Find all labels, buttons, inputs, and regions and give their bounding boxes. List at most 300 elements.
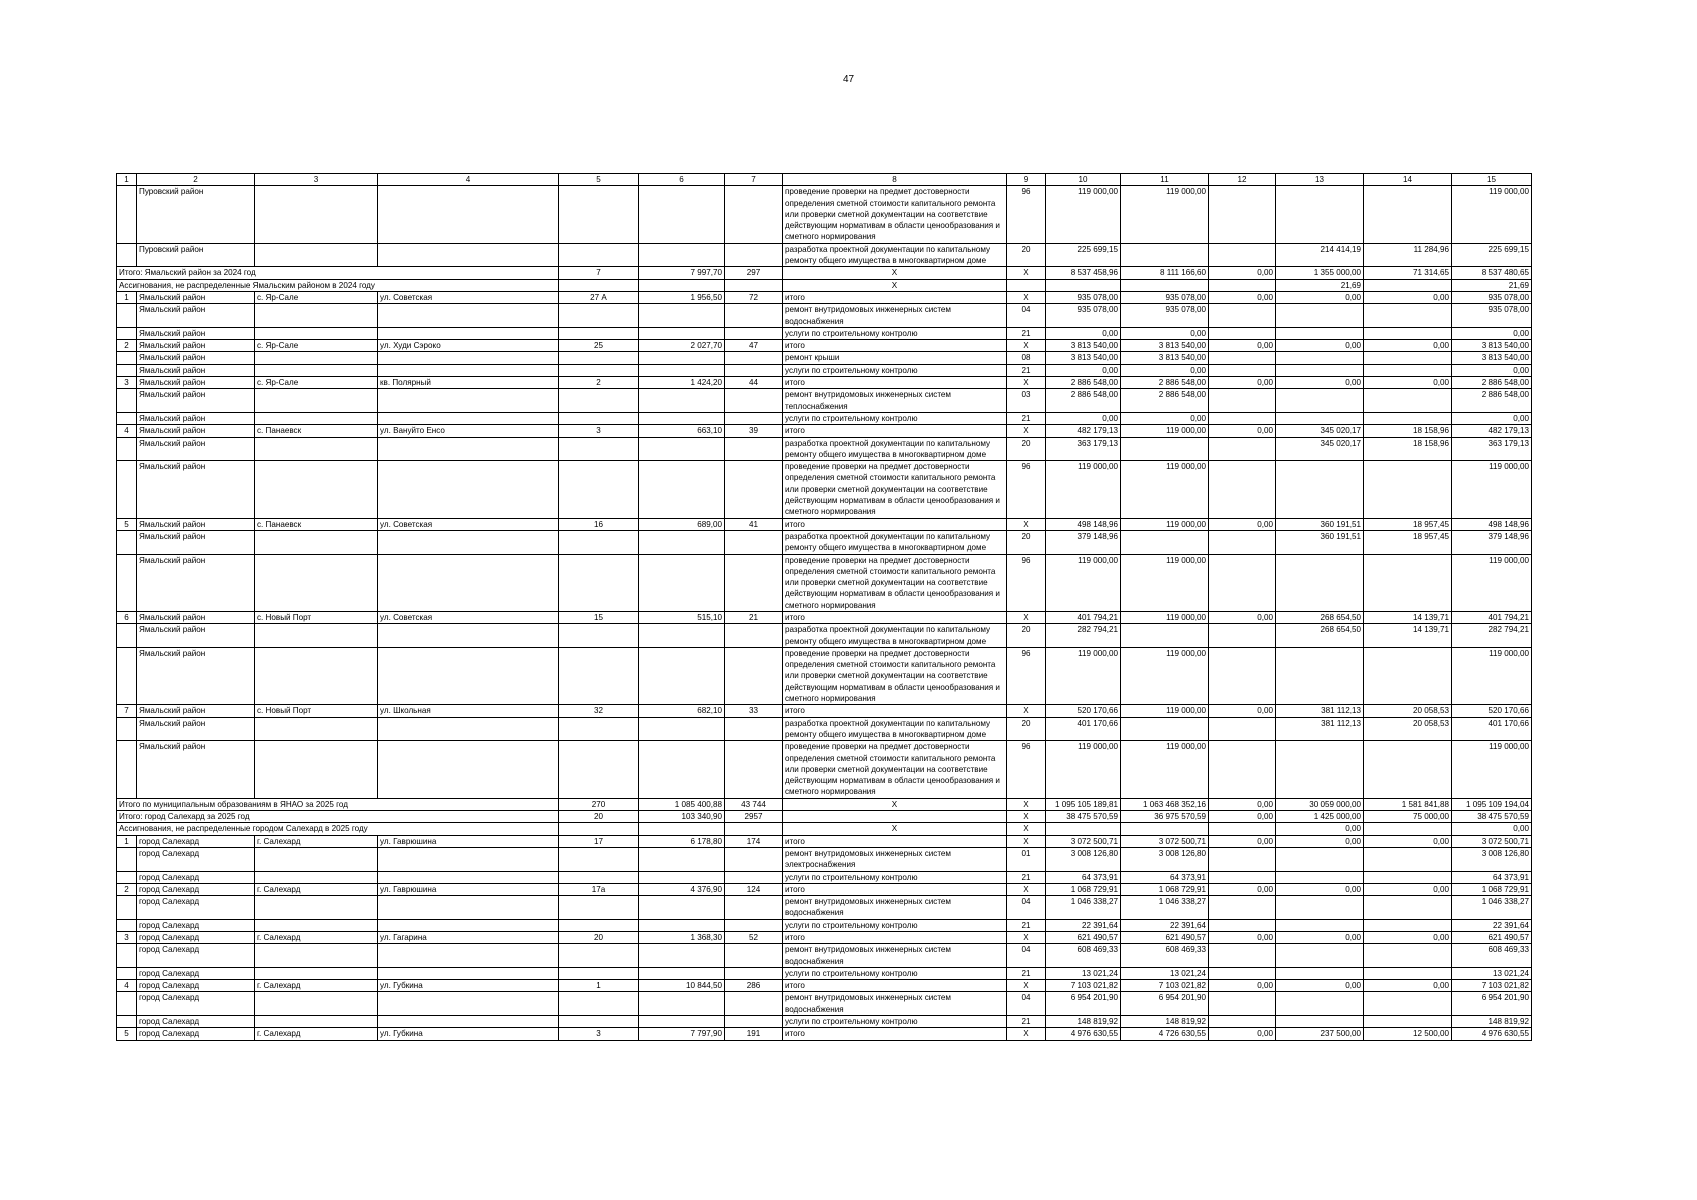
other-funds-cell: 75 000,00 — [1364, 811, 1452, 823]
house-number-cell — [559, 304, 639, 328]
locality-cell — [255, 624, 378, 648]
residents-cell: 191 — [725, 1028, 783, 1040]
total-cost-cell: 119 000,00 — [1046, 647, 1121, 704]
residents-cell: 33 — [725, 705, 783, 717]
total-cost-cell: 148 819,92 — [1046, 1016, 1121, 1028]
total-cost-cell: 13 021,24 — [1046, 967, 1121, 979]
house-number-cell: 16 — [559, 518, 639, 530]
total-cost-cell: 119 000,00 — [1046, 554, 1121, 611]
grand-total-cell: 401 170,66 — [1452, 717, 1532, 741]
municipality-cell: Ямальский район — [137, 554, 255, 611]
residents-cell — [725, 823, 783, 835]
residents-cell — [725, 647, 783, 704]
owners-funds-cell — [1276, 871, 1364, 883]
table-row — [117, 461, 1532, 518]
work-code-cell: 96 — [1007, 461, 1046, 518]
area-cell — [639, 304, 725, 328]
regional-fund-cell — [1121, 823, 1209, 835]
total-cost-cell: 1 095 105 189,81 — [1046, 798, 1121, 810]
house-number-cell — [559, 647, 639, 704]
other-funds-cell — [1364, 871, 1452, 883]
local-budget-cell: 0,00 — [1209, 798, 1276, 810]
work-type-cell: разработка проектной документации по капитальному ремонту общего имущества в многоквартирном доме — [783, 437, 1007, 461]
total-cost-cell: 935 078,00 — [1046, 291, 1121, 303]
address-cell — [378, 327, 559, 339]
local-budget-cell: 0,00 — [1209, 340, 1276, 352]
row-number-cell — [117, 364, 137, 376]
work-type-cell: итого — [783, 883, 1007, 895]
regional-fund-cell: 0,00 — [1121, 364, 1209, 376]
municipality-cell: Ямальский район — [137, 611, 255, 623]
regional-fund-cell: 0,00 — [1121, 327, 1209, 339]
locality-cell — [255, 967, 378, 979]
area-cell: 1 085 400,88 — [639, 798, 725, 810]
area-cell — [639, 944, 725, 968]
local-budget-cell — [1209, 967, 1276, 979]
page-number: 47 — [842, 74, 855, 85]
house-number-cell — [559, 717, 639, 741]
owners-funds-cell — [1276, 944, 1364, 968]
work-type-cell: услуги по строительному контролю — [783, 327, 1007, 339]
grand-total-cell: 0,00 — [1452, 823, 1532, 835]
municipality-cell: город Салехард — [137, 980, 255, 992]
work-type-cell: проведение проверки на предмет достоверности определения сметной стоимости капитального ремонта или проверки сметной документации на соответствие действующим нормативам в области ценообразования и сметного нормирования — [783, 461, 1007, 518]
regional-fund-cell: 13 021,24 — [1121, 967, 1209, 979]
table-row — [117, 327, 1532, 339]
work-code-cell: 21 — [1007, 919, 1046, 931]
work-type-cell: итого — [783, 425, 1007, 437]
area-cell: 6 178,80 — [639, 835, 725, 847]
work-code-cell: 04 — [1007, 896, 1046, 920]
house-number-cell — [559, 530, 639, 554]
area-cell: 4 376,90 — [639, 883, 725, 895]
work-code-cell: 03 — [1007, 389, 1046, 413]
house-number-cell: 25 — [559, 340, 639, 352]
address-cell: ул. Гаврюшина — [378, 883, 559, 895]
address-cell — [378, 461, 559, 518]
grand-total-cell: 119 000,00 — [1452, 186, 1532, 243]
regional-fund-cell: 119 000,00 — [1121, 554, 1209, 611]
area-cell — [639, 896, 725, 920]
address-cell — [378, 741, 559, 798]
regional-fund-cell: 119 000,00 — [1121, 647, 1209, 704]
work-code-cell: 04 — [1007, 992, 1046, 1016]
other-funds-cell — [1364, 823, 1452, 835]
work-code-cell: X — [1007, 611, 1046, 623]
area-cell: 689,00 — [639, 518, 725, 530]
address-cell — [378, 871, 559, 883]
area-cell: 7 797,90 — [639, 1028, 725, 1040]
residents-cell — [725, 992, 783, 1016]
municipality-cell: Ямальский район — [137, 518, 255, 530]
work-type-cell: итого — [783, 980, 1007, 992]
local-budget-cell: 0,00 — [1209, 705, 1276, 717]
local-budget-cell: 0,00 — [1209, 1028, 1276, 1040]
work-code-cell: X — [1007, 823, 1046, 835]
residents-cell — [725, 530, 783, 554]
municipality-cell: Ямальский район — [137, 647, 255, 704]
house-number-cell: 17а — [559, 883, 639, 895]
regional-fund-cell: 2 886 548,00 — [1121, 377, 1209, 389]
address-cell — [378, 967, 559, 979]
total-cost-cell: 7 103 021,82 — [1046, 980, 1121, 992]
summary-row — [117, 798, 1532, 810]
row-number-cell — [117, 304, 137, 328]
owners-funds-cell — [1276, 992, 1364, 1016]
work-type-cell: итого — [783, 377, 1007, 389]
column-header: 9 — [1007, 174, 1046, 186]
regional-fund-cell: 3 813 540,00 — [1121, 352, 1209, 364]
regional-fund-cell: 64 373,91 — [1121, 871, 1209, 883]
owners-funds-cell: 360 191,51 — [1276, 530, 1364, 554]
residents-cell: 52 — [725, 932, 783, 944]
table-row — [117, 412, 1532, 424]
house-number-cell — [559, 741, 639, 798]
work-code-cell: 04 — [1007, 304, 1046, 328]
residents-cell: 21 — [725, 611, 783, 623]
other-funds-cell — [1364, 944, 1452, 968]
local-budget-cell — [1209, 530, 1276, 554]
area-cell — [639, 412, 725, 424]
grand-total-cell: 0,00 — [1452, 412, 1532, 424]
row-number-cell: 4 — [117, 980, 137, 992]
locality-cell: с. Яр-Сале — [255, 340, 378, 352]
row-number-cell: 1 — [117, 291, 137, 303]
column-header: 2 — [137, 174, 255, 186]
other-funds-cell — [1364, 647, 1452, 704]
column-header: 7 — [725, 174, 783, 186]
grand-total-cell: 520 170,66 — [1452, 705, 1532, 717]
locality-cell: г. Салехард — [255, 883, 378, 895]
locality-cell — [255, 530, 378, 554]
row-number-cell: 5 — [117, 1028, 137, 1040]
work-type-cell: ремонт внутридомовых инженерных систем водоснабжения — [783, 944, 1007, 968]
local-budget-cell: 0,00 — [1209, 811, 1276, 823]
regional-fund-cell: 119 000,00 — [1121, 705, 1209, 717]
row-number-cell — [117, 919, 137, 931]
total-cost-cell — [1046, 279, 1121, 291]
total-cost-cell: 38 475 570,59 — [1046, 811, 1121, 823]
local-budget-cell: 0,00 — [1209, 425, 1276, 437]
row-number-cell: 6 — [117, 611, 137, 623]
regional-fund-cell — [1121, 437, 1209, 461]
regional-fund-cell: 3 008 126,80 — [1121, 847, 1209, 871]
work-code-cell: 01 — [1007, 847, 1046, 871]
residents-cell — [725, 304, 783, 328]
grand-total-cell: 7 103 021,82 — [1452, 980, 1532, 992]
locality-cell — [255, 304, 378, 328]
work-type-cell: X — [783, 823, 1007, 835]
total-cost-cell: 379 148,96 — [1046, 530, 1121, 554]
work-code-cell: X — [1007, 1028, 1046, 1040]
total-cost-cell: 0,00 — [1046, 327, 1121, 339]
locality-cell — [255, 412, 378, 424]
grand-total-cell: 0,00 — [1452, 364, 1532, 376]
row-number-cell: 3 — [117, 377, 137, 389]
address-cell — [378, 944, 559, 968]
local-budget-cell: 0,00 — [1209, 377, 1276, 389]
work-type-cell: ремонт внутридомовых инженерных систем электроснабжения — [783, 847, 1007, 871]
residents-cell — [725, 1016, 783, 1028]
local-budget-cell: 0,00 — [1209, 518, 1276, 530]
locality-cell: с. Новый Порт — [255, 705, 378, 717]
column-header: 14 — [1364, 174, 1452, 186]
area-cell — [639, 243, 725, 267]
work-code-cell: X — [1007, 377, 1046, 389]
total-cost-cell: 935 078,00 — [1046, 304, 1121, 328]
work-type-cell: итого — [783, 835, 1007, 847]
grand-total-cell: 6 954 201,90 — [1452, 992, 1532, 1016]
total-cost-cell: 4 976 630,55 — [1046, 1028, 1121, 1040]
address-cell: ул. Советская — [378, 518, 559, 530]
residents-cell: 2957 — [725, 811, 783, 823]
work-code-cell: 96 — [1007, 554, 1046, 611]
address-cell — [378, 389, 559, 413]
table-row — [117, 967, 1532, 979]
house-number-cell — [559, 967, 639, 979]
regional-fund-cell: 119 000,00 — [1121, 741, 1209, 798]
table-row — [117, 871, 1532, 883]
other-funds-cell — [1364, 186, 1452, 243]
residents-cell — [725, 847, 783, 871]
owners-funds-cell — [1276, 304, 1364, 328]
local-budget-cell — [1209, 992, 1276, 1016]
area-cell — [639, 352, 725, 364]
other-funds-cell: 0,00 — [1364, 932, 1452, 944]
regional-fund-cell: 8 111 166,60 — [1121, 267, 1209, 279]
work-type-cell: услуги по строительному контролю — [783, 412, 1007, 424]
other-funds-cell — [1364, 919, 1452, 931]
work-code-cell: 20 — [1007, 530, 1046, 554]
row-number-cell — [117, 967, 137, 979]
row-number-cell: 2 — [117, 340, 137, 352]
local-budget-cell — [1209, 412, 1276, 424]
summary-row — [117, 279, 1532, 291]
residents-cell: 297 — [725, 267, 783, 279]
house-number-cell — [559, 1016, 639, 1028]
local-budget-cell — [1209, 437, 1276, 461]
house-number-cell: 20 — [559, 811, 639, 823]
address-cell — [378, 243, 559, 267]
row-number-cell — [117, 327, 137, 339]
local-budget-cell: 0,00 — [1209, 883, 1276, 895]
other-funds-cell: 18 158,96 — [1364, 425, 1452, 437]
other-funds-cell — [1364, 992, 1452, 1016]
grand-total-cell: 1 068 729,91 — [1452, 883, 1532, 895]
address-cell — [378, 437, 559, 461]
locality-cell — [255, 1016, 378, 1028]
municipality-cell: город Салехард — [137, 883, 255, 895]
owners-funds-cell: 345 020,17 — [1276, 437, 1364, 461]
work-code-cell: 20 — [1007, 624, 1046, 648]
house-number-cell — [559, 364, 639, 376]
local-budget-cell — [1209, 871, 1276, 883]
municipality-cell: Ямальский район — [137, 291, 255, 303]
row-number-cell: 7 — [117, 705, 137, 717]
area-cell: 663,10 — [639, 425, 725, 437]
house-number-cell — [559, 327, 639, 339]
table-row — [117, 847, 1532, 871]
regional-fund-cell: 1 063 468 352,16 — [1121, 798, 1209, 810]
house-number-cell: 7 — [559, 267, 639, 279]
residents-cell — [725, 279, 783, 291]
work-type-cell: ремонт внутридомовых инженерных систем водоснабжения — [783, 992, 1007, 1016]
owners-funds-cell — [1276, 847, 1364, 871]
house-number-cell — [559, 624, 639, 648]
house-number-cell: 3 — [559, 425, 639, 437]
address-cell — [378, 647, 559, 704]
row-number-cell: 4 — [117, 425, 137, 437]
locality-cell — [255, 944, 378, 968]
work-type-cell: услуги по строительному контролю — [783, 1016, 1007, 1028]
residents-cell: 44 — [725, 377, 783, 389]
address-cell: ул. Школьная — [378, 705, 559, 717]
local-budget-cell: 0,00 — [1209, 980, 1276, 992]
address-cell — [378, 847, 559, 871]
area-cell: 7 997,70 — [639, 267, 725, 279]
locality-cell — [255, 437, 378, 461]
owners-funds-cell — [1276, 352, 1364, 364]
house-number-cell: 20 — [559, 932, 639, 944]
work-code-cell: 96 — [1007, 741, 1046, 798]
grand-total-cell: 225 699,15 — [1452, 243, 1532, 267]
regional-fund-cell: 7 103 021,82 — [1121, 980, 1209, 992]
grand-total-cell: 401 794,21 — [1452, 611, 1532, 623]
area-cell — [639, 364, 725, 376]
residents-cell — [725, 741, 783, 798]
area-cell — [639, 967, 725, 979]
house-number-cell: 270 — [559, 798, 639, 810]
grand-total-cell: 1 095 109 194,04 — [1452, 798, 1532, 810]
row-number-cell — [117, 741, 137, 798]
local-budget-cell — [1209, 186, 1276, 243]
column-header: 12 — [1209, 174, 1276, 186]
local-budget-cell: 0,00 — [1209, 835, 1276, 847]
work-type-cell: разработка проектной документации по капитальному ремонту общего имущества в многоквартирном доме — [783, 243, 1007, 267]
house-number-cell: 27 А — [559, 291, 639, 303]
local-budget-cell — [1209, 279, 1276, 291]
house-number-cell: 17 — [559, 835, 639, 847]
regional-fund-cell: 119 000,00 — [1121, 425, 1209, 437]
total-cost-cell — [1046, 823, 1121, 835]
table-row — [117, 554, 1532, 611]
regional-fund-cell — [1121, 624, 1209, 648]
work-code-cell: 21 — [1007, 364, 1046, 376]
residents-cell — [725, 717, 783, 741]
grand-total-cell: 148 819,92 — [1452, 1016, 1532, 1028]
row-number-cell: 3 — [117, 932, 137, 944]
area-cell: 682,10 — [639, 705, 725, 717]
capital-repair-table — [116, 173, 1532, 1041]
work-type-cell: услуги по строительному контролю — [783, 871, 1007, 883]
municipality-cell: Ямальский район — [137, 377, 255, 389]
total-cost-cell: 401 794,21 — [1046, 611, 1121, 623]
house-number-cell — [559, 352, 639, 364]
owners-funds-cell: 0,00 — [1276, 932, 1364, 944]
grand-total-cell: 3 813 540,00 — [1452, 352, 1532, 364]
municipality-cell: город Салехард — [137, 871, 255, 883]
municipality-cell: город Салехард — [137, 847, 255, 871]
owners-funds-cell: 268 654,50 — [1276, 624, 1364, 648]
regional-fund-cell: 608 469,33 — [1121, 944, 1209, 968]
local-budget-cell — [1209, 327, 1276, 339]
table-row — [117, 425, 1532, 437]
area-cell — [639, 992, 725, 1016]
municipality-cell: Ямальский район — [137, 717, 255, 741]
work-code-cell: X — [1007, 267, 1046, 279]
other-funds-cell — [1364, 967, 1452, 979]
owners-funds-cell: 1 425 000,00 — [1276, 811, 1364, 823]
work-code-cell: 04 — [1007, 944, 1046, 968]
total-cost-cell: 2 886 548,00 — [1046, 389, 1121, 413]
total-cost-cell: 282 794,21 — [1046, 624, 1121, 648]
address-cell: ул. Советская — [378, 611, 559, 623]
local-budget-cell: 0,00 — [1209, 611, 1276, 623]
row-number-cell — [117, 992, 137, 1016]
summary-row — [117, 823, 1532, 835]
local-budget-cell — [1209, 389, 1276, 413]
table-row — [117, 530, 1532, 554]
grand-total-cell: 22 391,64 — [1452, 919, 1532, 931]
owners-funds-cell — [1276, 1016, 1364, 1028]
total-cost-cell: 225 699,15 — [1046, 243, 1121, 267]
owners-funds-cell: 237 500,00 — [1276, 1028, 1364, 1040]
regional-fund-cell — [1121, 717, 1209, 741]
work-type-cell: итого — [783, 340, 1007, 352]
work-code-cell: 96 — [1007, 186, 1046, 243]
total-cost-cell: 0,00 — [1046, 364, 1121, 376]
residents-cell — [725, 364, 783, 376]
house-number-cell: 2 — [559, 377, 639, 389]
grand-total-cell: 4 976 630,55 — [1452, 1028, 1532, 1040]
other-funds-cell: 14 139,71 — [1364, 611, 1452, 623]
table-row — [117, 1028, 1532, 1040]
house-number-cell — [559, 847, 639, 871]
table-row — [117, 717, 1532, 741]
address-cell — [378, 896, 559, 920]
owners-funds-cell — [1276, 896, 1364, 920]
regional-fund-cell: 3 072 500,71 — [1121, 835, 1209, 847]
local-budget-cell — [1209, 919, 1276, 931]
work-type-cell: услуги по строительному контролю — [783, 364, 1007, 376]
other-funds-cell — [1364, 327, 1452, 339]
regional-fund-cell: 1 068 729,91 — [1121, 883, 1209, 895]
work-type-cell: проведение проверки на предмет достоверности определения сметной стоимости капитального ремонта или проверки сметной документации на соответствие действующим нормативам в области ценообразования и сметного нормирования — [783, 554, 1007, 611]
regional-fund-cell: 621 490,57 — [1121, 932, 1209, 944]
table-row — [117, 741, 1532, 798]
area-cell — [639, 717, 725, 741]
grand-total-cell: 64 373,91 — [1452, 871, 1532, 883]
owners-funds-cell: 360 191,51 — [1276, 518, 1364, 530]
table-row — [117, 340, 1532, 352]
regional-fund-cell: 1 046 338,27 — [1121, 896, 1209, 920]
work-code-cell: 96 — [1007, 647, 1046, 704]
local-budget-cell — [1209, 1016, 1276, 1028]
residents-cell — [725, 243, 783, 267]
address-cell: кв. Полярный — [378, 377, 559, 389]
work-code-cell: X — [1007, 425, 1046, 437]
grand-total-cell: 282 794,21 — [1452, 624, 1532, 648]
locality-cell — [255, 647, 378, 704]
grand-total-cell: 1 046 338,27 — [1452, 896, 1532, 920]
area-cell — [639, 389, 725, 413]
table-body — [117, 174, 1532, 1041]
municipality-cell: Ямальский район — [137, 624, 255, 648]
municipality-cell: Ямальский район — [137, 437, 255, 461]
other-funds-cell: 1 581 841,88 — [1364, 798, 1452, 810]
municipality-cell: город Салехард — [137, 992, 255, 1016]
other-funds-cell — [1364, 304, 1452, 328]
